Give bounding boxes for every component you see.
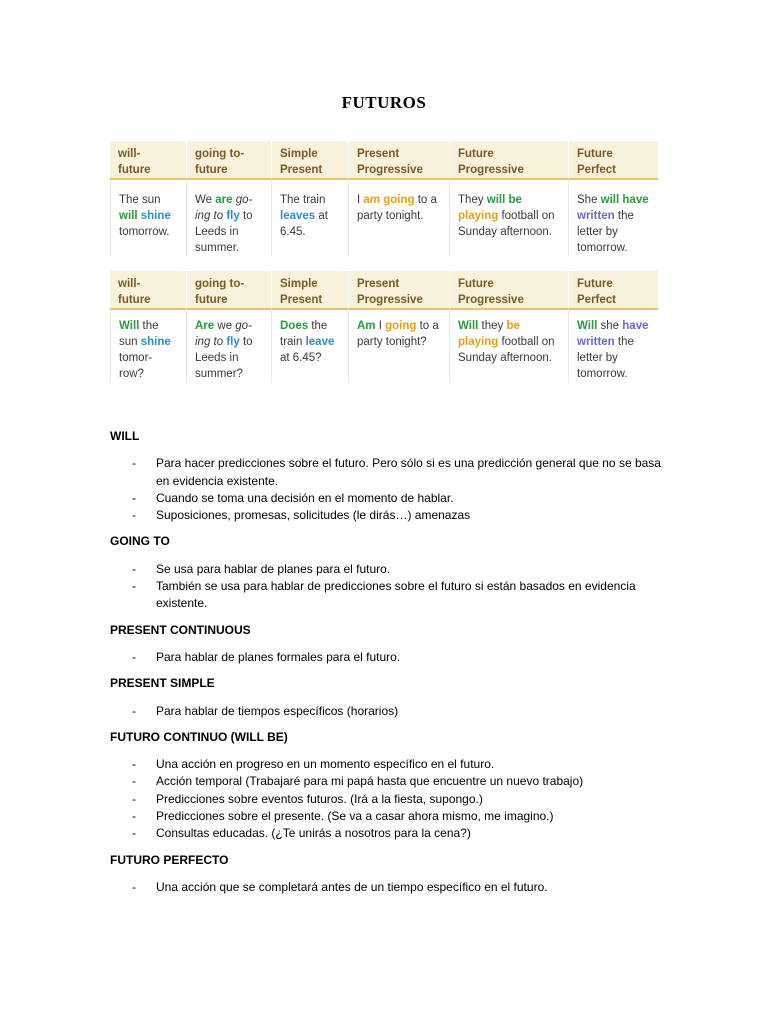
table-header-cell: Simple Present — [271, 141, 348, 180]
table-cell: The train leaves at 6.45. — [271, 180, 348, 256]
list-item: - Se usa para hablar de planes para el futuro. — [110, 561, 670, 578]
list-item: - Para hablar de planes formales para el futuro. — [110, 649, 670, 666]
bullet-list — [110, 649, 670, 666]
table-header-cell: Future Progressive — [449, 271, 568, 310]
bullet-list — [110, 561, 670, 613]
table-cell: They will be playing football on Sunday afternoon. — [449, 180, 568, 256]
list-item: - Una acción que se completará antes de un tiempo específico en el futuro. — [110, 879, 670, 896]
list-item: - Una acción en progreso en un momento específico en el futuro. — [110, 756, 670, 773]
document-body — [110, 428, 670, 896]
list-item: - Para hacer predicciones sobre el futuro. Pero sólo si es una predicción general que no se basa en evidencia existente. — [110, 455, 670, 490]
table-cell: The sun will shine tomorrow. — [110, 180, 186, 256]
table-cell: Does the train leave at 6.45? — [271, 310, 348, 383]
table-cell: She will have written the letter by tomorrow. — [568, 180, 658, 256]
table-header-cell: Simple Present — [271, 271, 348, 310]
table-cell: Will she have written the letter by tomorrow. — [568, 310, 658, 383]
table-cell: Am I going to a party tonight? — [348, 310, 449, 383]
bullet-list — [110, 455, 670, 524]
question-table — [110, 271, 658, 383]
table-cell: Will they be playing football on Sunday afternoon. — [449, 310, 568, 383]
list-item: - Acción temporal (Trabajaré para mi papá hasta que encuentre un nuevo trabajo) — [110, 773, 670, 790]
list-item: - Predicciones sobre el presente. (Se va a casar ahora mismo, me imagino.) — [110, 808, 670, 825]
list-item: - Suposiciones, promesas, solicitudes (le dirás…) amenazas — [110, 507, 670, 524]
table-header-cell: Future Perfect — [568, 271, 658, 310]
table-header-cell: going to- future — [186, 141, 271, 180]
page-title: FUTUROS — [341, 93, 427, 112]
table-header-cell: Present Progressive — [348, 271, 449, 310]
list-item: - Cuando se toma una decisión en el momento de hablar. — [110, 490, 670, 507]
table-header-cell: going to- future — [186, 271, 271, 310]
list-item: - Para hablar de tiempos específicos (horarios) — [110, 703, 670, 720]
table-header-cell: will- future — [110, 141, 186, 180]
section-heading: FUTURO PERFECTO — [110, 852, 229, 867]
section-heading: WILL — [110, 429, 140, 443]
bullet-list — [110, 756, 670, 842]
section-heading: FUTURO CONTINUO (WILL BE) — [110, 729, 288, 744]
bullet-list — [110, 703, 670, 720]
list-item: - También se usa para hablar de predicciones sobre el futuro si están basados en evidencia existente. — [110, 578, 670, 613]
table-cell: Will the sun shine tomor- row? — [110, 310, 186, 383]
affirmative-table — [110, 141, 658, 256]
table-cell: We are go- ing to fly to Leeds in summer. — [186, 180, 271, 256]
table-header-cell: Present Progressive — [348, 141, 449, 180]
section-heading: PRESENT SIMPLE — [110, 676, 215, 691]
list-item: - Consultas educadas. (¿Te unirás a nosotros para la cena?) — [110, 825, 670, 842]
table-cell: Are we go- ing to fly to Leeds in summer? — [186, 310, 271, 383]
table-header-cell: Future Progressive — [449, 141, 568, 180]
list-item: - Predicciones sobre eventos futuros. (Irá a la fiesta, supongo.) — [110, 791, 670, 808]
bullet-list — [110, 879, 670, 896]
table-header-cell: will- future — [110, 271, 186, 310]
table-header-cell: Future Perfect — [568, 141, 658, 180]
section-heading: PRESENT CONTINUOUS — [110, 622, 251, 637]
section-heading: GOING TO — [110, 534, 170, 549]
table-cell: I am going to a party tonight. — [348, 180, 449, 256]
